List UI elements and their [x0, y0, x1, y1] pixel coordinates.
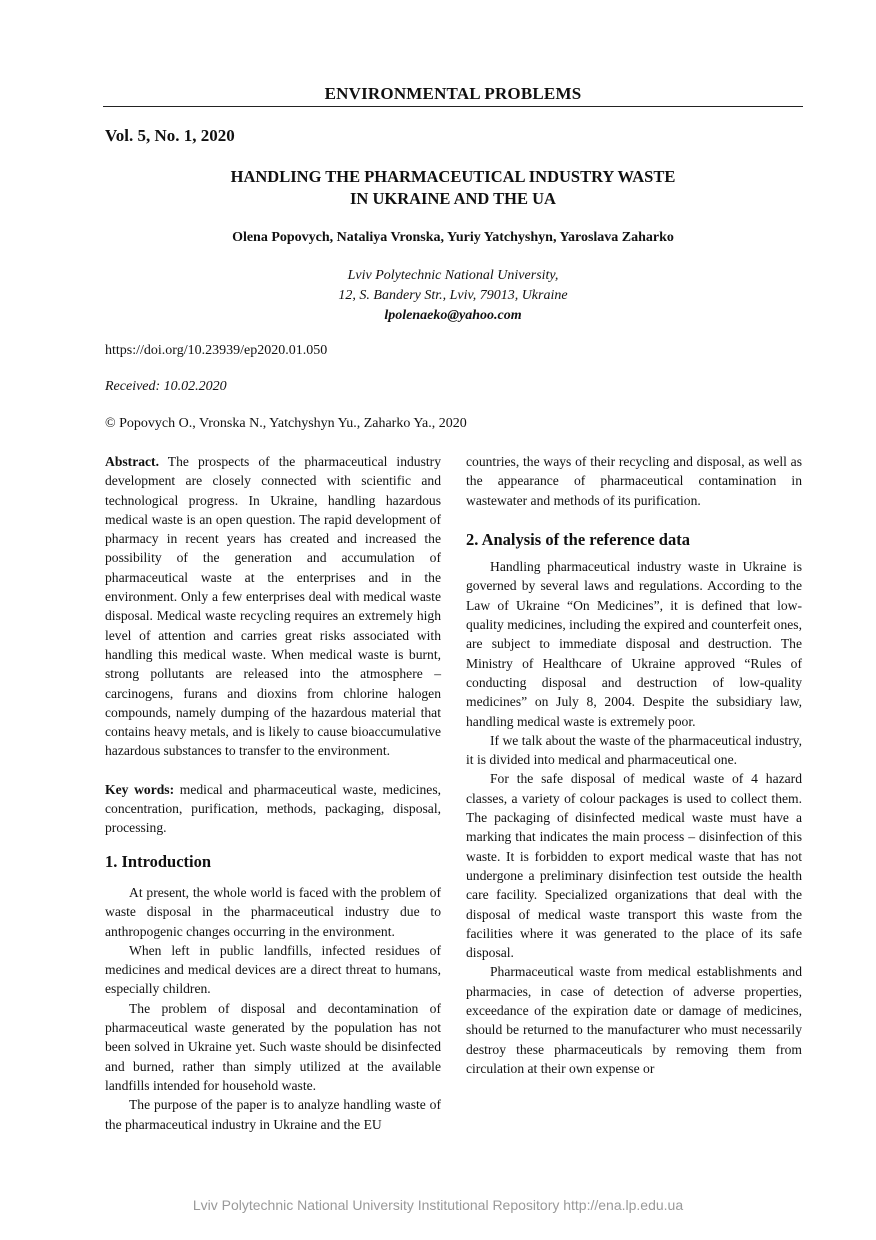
header-divider — [103, 106, 803, 107]
abstract-label: Abstract. — [105, 454, 159, 469]
doi-link[interactable]: https://doi.org/10.23939/ep2020.01.050 — [105, 343, 328, 358]
article-title — [103, 166, 803, 210]
received-date: Received: 10.02.2020 — [105, 379, 227, 394]
abstract — [105, 452, 441, 761]
article-title-line-2: IN UKRAINE AND THE UA — [350, 189, 556, 208]
paragraph: Pharmaceutical waste from medical establishments and pharmacies, in case of detection of adverse properties, exceedance of the expiration date or damage of medicines, should be returned to the manufacturer who must necessarily destroy these pharmaceuticals by removing them from circulation at their own expense or — [466, 964, 802, 1076]
article-title-line-1: HANDLING THE PHARMACEUTICAL INDUSTRY WASTE — [230, 167, 676, 186]
paragraph: Handling pharmaceutical industry waste in Ukraine is governed by several laws and regulations. According to the Law of Ukraine “On Medicines”, it is defined that low-quality medicines, including the expired and counterfeit ones, are subject to immediate disposal and destruction. The Ministry of Healthcare of Ukraine approved “Rules of conducting disposal and destruction of low-quality medicines” on July 8, 2004. Despite the subsidiary law, handling medical waste is extremely poor. — [466, 559, 802, 729]
journal-name: ENVIRONMENTAL PROBLEMS — [324, 84, 582, 103]
affiliation — [103, 266, 803, 326]
author-email[interactable]: lpolenaeko@yahoo.com — [384, 308, 522, 323]
paragraph: For the safe disposal of medical waste of 4 hazard classes, a variety of colour packages is used to collect them. The packaging of disinfected medical waste must have a marking that indicates the main process – disinfection of this waste. It is forbidden to export medical waste that has not undergone a preliminary disinfection test outside the health care facility. Specialized organizations that deal with the disposal of medical waste transport this waste from the facilities where it was generated to the place of its safe disposal. — [466, 771, 802, 961]
section-heading-analysis: 2. Analysis of the reference data — [466, 529, 690, 549]
section-heading-introduction: 1. Introduction — [105, 851, 212, 871]
keywords-label: Key words: — [105, 781, 175, 797]
affiliation-line-2: 12, S. Bandery Str., Lviv, 79013, Ukraine — [338, 288, 568, 303]
volume-issue: Vol. 5, No. 1, 2020 — [105, 126, 235, 145]
paragraph-continuation: countries, the ways of their recycling and disposal, as well as the appearance of pharmaceutical contamination in wastewater and methods of its purification. — [466, 454, 802, 508]
affiliation-line-1: Lviv Polytechnic National University, — [347, 268, 559, 283]
paragraph: If we talk about the waste of the pharmaceutical industry, it is divided into medical and pharmaceutical one. — [466, 732, 802, 768]
left-column — [105, 452, 441, 1134]
authors: Olena Popovych, Nataliya Vronska, Yuriy Yatchyshyn, Yaroslava Zaharko — [232, 230, 674, 245]
paragraph: At present, the whole world is faced with the problem of waste disposal in the pharmaceutical industry due to anthropogenic changes occurring in the environment. — [105, 884, 441, 939]
copyright-notice: © Popovych O., Vronska N., Yatchyshyn Yu., Zaharko Ya., 2020 — [105, 416, 467, 431]
paragraph: The purpose of the paper is to analyze handling waste of the pharmaceutical industry in Ukraine and the EU — [105, 1097, 441, 1132]
paragraph: The problem of disposal and decontamination of pharmaceutical waste generated by the population has not been solved in Ukraine yet. Such waste should be disinfected and burned, rather than simply utilized at the available landfills intended for household waste. — [105, 1000, 441, 1093]
keywords-text: medical and pharmaceutical waste, medicines, concentration, purification, methods, packaging, disposal, processing. — [105, 781, 442, 836]
paragraph: When left in public landfills, infected residues of medicines and medical devices are a direct threat to humans, especially children. — [105, 942, 441, 997]
abstract-text: The prospects of the pharmaceutical industry development are closely connected with scientific and technological progress. In Ukraine, handling hazardous medical waste is an open question. The rapid development of pharmacy in recent years has created and increased the possibility of the generation and accumulation of pharmaceutical waste at the enterprises and in the environment. Only a few enterprises deal with medical waste disposal. Medical waste recycling requires an extremely high level of attention and carries great risks associated with handling this medical waste. When medical waste is burnt, strong pollutants are released into the atmosphere – carcinogens, furans and dioxins from chlorine halogen compounds, namely dumping of the hazardous material that contains heavy metals, and is likely to cause bioaccumulative hazardous substances to transfer to the environment. — [105, 454, 441, 759]
repository-footer: Lviv Polytechnic National University Institutional Repository http://ena.lp.edu.ua — [192, 1197, 684, 1213]
right-column — [466, 452, 802, 1078]
keywords — [105, 780, 441, 838]
